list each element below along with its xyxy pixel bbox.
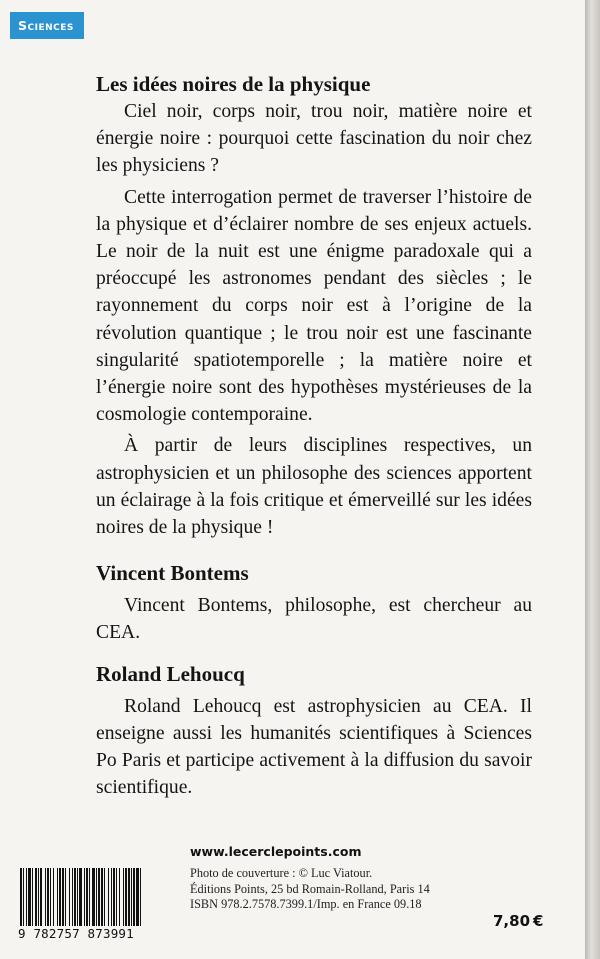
book-title: Les idées noires de la physique	[96, 72, 371, 96]
barcode-bar	[84, 868, 85, 926]
barcode-bar	[125, 868, 127, 926]
barcode-bar	[92, 868, 95, 926]
barcode-bar	[35, 868, 37, 926]
barcode-bar	[50, 868, 51, 926]
blurb-paragraph-2: Cette interrogation permet de traverser l’histoire de la physique et d’éclairer nombre de ses enjeux actuels. Le noir de la nuit est une énigme paradoxale qui a préoccupé les astronomes pendant des siècles ; le rayonnement du corps noir est à l’origine de la révolution quantique ; le trou noir est une fascinante singularité spatiotemporelle ; la matière noire et l’énergie noire sont des hypothèses mystérieuses de la cosmologie contemporaine.	[96, 186, 532, 426]
barcode-bar	[74, 868, 76, 926]
blurb-paragraph-3: À partir de leurs disciplines respectives, un astrophysicien et un philosophe des sciences apportent un éclairage à la fois critique et émerveillé sur les idées noires de la physique !	[96, 435, 532, 539]
credits-block	[190, 866, 430, 913]
barcode-bar	[65, 868, 66, 926]
barcode-bar	[53, 868, 54, 926]
barcode-bar	[23, 868, 24, 926]
barcode-bar	[116, 868, 117, 926]
barcode-bar	[133, 868, 135, 926]
barcode-bar	[26, 868, 27, 926]
barcode-bar	[59, 868, 61, 926]
barcode-bar	[123, 868, 124, 926]
barcode-bar	[119, 868, 120, 926]
author-bio-2: Roland Lehoucq est astrophysicien au CEA. Il enseigne aussi les humanités scientifiques à Sciences Po Paris et participe activement à la diffusion du savoir scientifique.	[96, 695, 532, 799]
barcode-bar	[47, 868, 49, 926]
author-bio-1: Vincent Bontems, philosophe, est chercheur au CEA.	[96, 595, 532, 644]
barcode-bar	[113, 868, 115, 926]
cover-footer	[18, 838, 578, 948]
barcode-bar	[77, 868, 78, 926]
barcode-bar	[131, 868, 132, 926]
barcode-bar	[140, 868, 141, 926]
barcode-bar	[104, 868, 105, 926]
barcode	[18, 868, 178, 926]
publisher-address: Éditions Points, 25 bd Romain-Rolland, Paris 14	[190, 881, 430, 896]
photo-credit: Photo de couverture : © Luc Viatour.	[190, 866, 373, 880]
barcode-bar	[111, 868, 112, 926]
barcode-bar	[32, 868, 33, 926]
book-edge	[585, 0, 600, 959]
barcode-bar	[38, 868, 39, 926]
category-badge: Sciences	[10, 12, 84, 39]
barcode-bar	[128, 868, 130, 926]
barcode-bar	[28, 868, 31, 926]
barcode-bar	[96, 868, 97, 926]
barcode-bar	[72, 868, 73, 926]
barcode-bar	[62, 868, 64, 926]
barcode-bar	[101, 868, 103, 926]
barcode-bar	[57, 868, 58, 926]
isbn-line: ISBN 978.2.7578.7399.1/Imp. en France 09.18	[190, 897, 422, 912]
barcode-bar	[45, 868, 46, 926]
cover-text	[96, 70, 532, 801]
barcode-bar	[69, 868, 70, 926]
barcode-bar	[89, 868, 90, 926]
barcode-bar	[79, 868, 82, 926]
author-name-1: Vincent Bontems	[96, 561, 249, 586]
author-name-2: Roland Lehoucq	[96, 661, 245, 686]
barcode-bar	[108, 868, 109, 926]
barcode-bar	[20, 868, 22, 926]
barcode-bar	[136, 868, 139, 926]
barcode-digits: 9 782757 873991	[18, 926, 134, 941]
barcode-bar	[40, 868, 42, 926]
barcode-bar	[98, 868, 100, 926]
price: 7,80 €	[493, 912, 544, 930]
barcode-bar	[86, 868, 88, 926]
publisher-website: www.lecerclepoints.com	[190, 844, 362, 859]
blurb-paragraph-1: Ciel noir, corps noir, trou noir, matière noire et énergie noire : pourquoi cette fascination du noir chez les physiciens ?	[96, 101, 532, 177]
